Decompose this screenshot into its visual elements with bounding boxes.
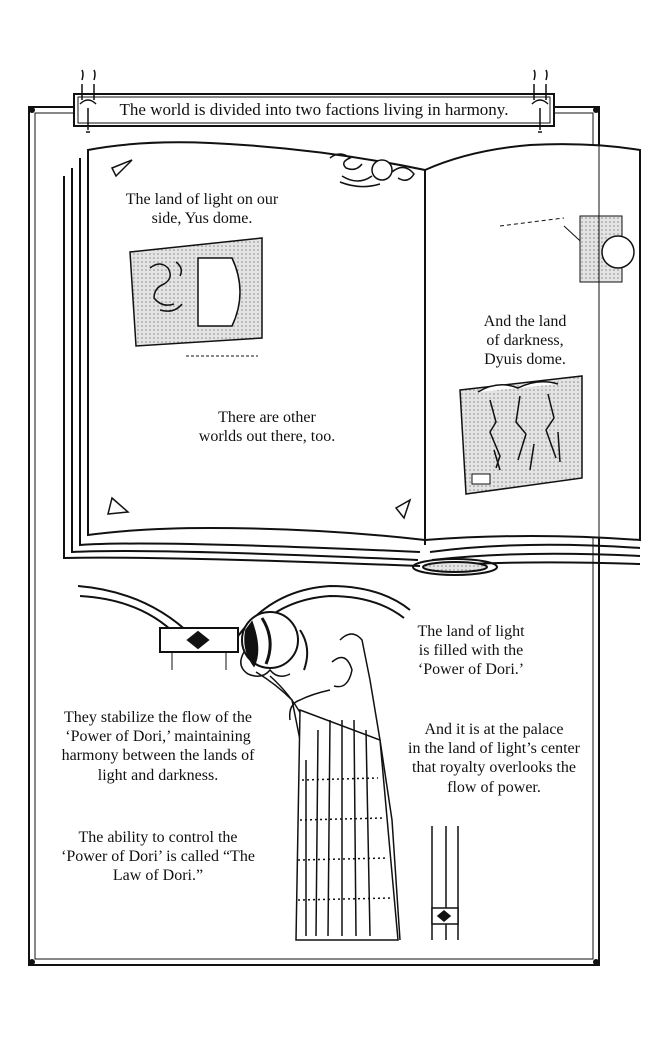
caption-line: Law of Dori.” (112, 867, 204, 885)
caption-line: of darkness, (486, 332, 564, 350)
caption-line: They stabilize the flow of the (64, 709, 252, 726)
dyuis-dome-illustration (460, 376, 582, 494)
caption-line: worlds out there, too. (198, 428, 336, 446)
caption-line: in the land of light’s center (408, 740, 580, 758)
caption-line: And it is at the palace (424, 721, 564, 738)
caption-line: harmony between the lands of (61, 747, 255, 765)
caption-line: is filled with the (418, 642, 524, 660)
caption-line: flow of power. (447, 778, 541, 796)
caption-stabilize (44, 708, 272, 785)
caption-line: side, Yus dome. (151, 210, 253, 228)
caption-line: The land of light (417, 623, 525, 640)
caption-power-of-dori (396, 622, 546, 680)
caption-line: And the land (483, 313, 567, 330)
caption-darkness (470, 312, 580, 370)
caption-line: ‘Power of Dori.’ (417, 661, 525, 679)
caption-line: ‘Power of Dori’ is called “The (61, 848, 255, 866)
palace-pillar (432, 826, 458, 940)
caption-line: light and darkness. (97, 766, 219, 784)
caption-line: There are other (218, 409, 316, 426)
caption-line: that royalty overlooks the (412, 759, 576, 777)
caption-law-of-dori (46, 828, 270, 886)
caption-line: ‘Power of Dori,’ maintaining (65, 728, 251, 746)
banner-caption-text: The world is divided into two factions living in harmony. (119, 100, 509, 119)
banner-caption (78, 100, 550, 120)
caption-line: Dyuis dome. (484, 351, 566, 369)
caption-other-worlds (182, 408, 352, 446)
yus-dome-illustration (130, 238, 262, 356)
caption-line: The ability to control the (78, 829, 238, 846)
caption-palace (402, 720, 586, 797)
caption-line: The land of light on our (125, 191, 279, 208)
caption-light-side (112, 190, 292, 228)
